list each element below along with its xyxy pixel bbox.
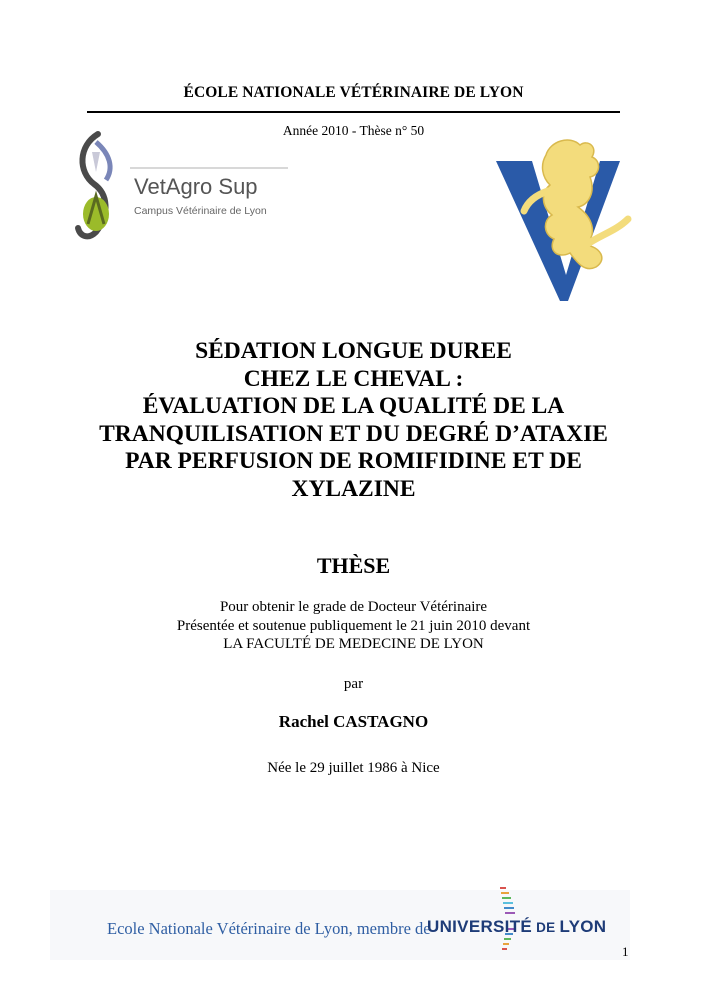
page-number: 1 [622,944,629,959]
univ-part-e: É [520,917,533,936]
by-label: par [343,676,364,692]
vetagro-sup-logo [70,128,300,246]
title-line: SÉDATION LONGUE DUREE [195,338,512,364]
author-name: Rachel CASTAGNO [278,712,429,731]
vetagro-subtitle: Campus Vétérinaire de Lyon [134,205,267,217]
univ-part-3: LYON [559,917,607,936]
title-line: PAR PERFUSION DE ROMIFIDINE ET DE [125,448,582,474]
thesis-purpose [0,598,707,654]
year-thesis-number: Année 2010 - Thèse n° 50 [282,123,425,138]
school-name: ÉCOLE NATIONALE VÉTÉRINAIRE DE LYON [183,84,524,101]
header-rule [87,111,620,113]
title-line: XYLAZINE [291,475,416,502]
universite-de-lyon-logo [427,917,606,937]
univ-part-2: DE [532,920,560,935]
purpose-line: LA FACULTÉ DE MEDECINE DE LYON [223,636,484,652]
univ-part-1: UNIVERSIT [427,917,521,936]
these-heading: THÈSE [316,553,391,578]
emblem-v-shape [92,152,100,172]
vetagro-brand: VetAgro Sup [134,174,258,199]
footer-text: Ecole Nationale Vétérinaire de Lyon, membre de [107,919,431,938]
purpose-line: Présentée et soutenue publiquement le 21 juin 2010 devant [176,617,531,634]
thesis-title [0,338,707,503]
title-line: TRANQUILISATION ET DU DEGRÉ D’ATAXIE [99,420,608,447]
title-line: CHEZ LE CHEVAL : [243,365,464,392]
emblem-leaf [83,197,109,231]
lion-v-emblem [488,135,638,305]
title-line: ÉVALUATION DE LA QUALITÉ DE LA [142,393,565,419]
birth-info: Née le 29 juillet 1986 à Nice [267,760,440,776]
purpose-line: Pour obtenir le grade de Docteur Vétérinaire [219,599,488,615]
